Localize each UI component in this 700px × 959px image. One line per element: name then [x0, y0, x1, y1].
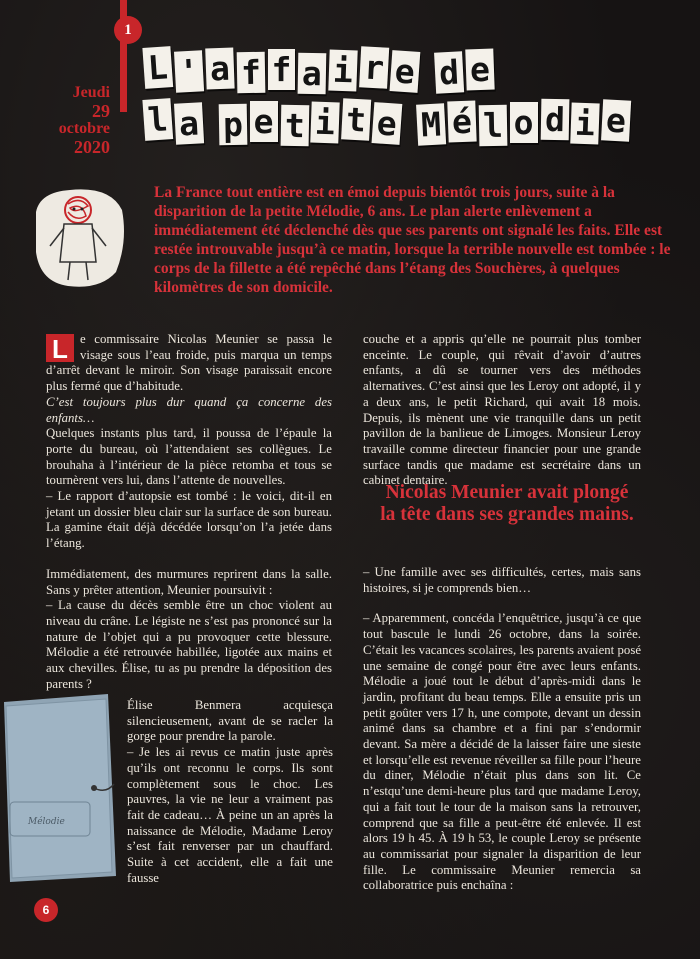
title-letter: l — [142, 98, 173, 141]
drop-cap: L — [46, 334, 74, 362]
title-letter: r — [359, 46, 389, 88]
title-letter: i — [311, 102, 340, 144]
column-right-top — [363, 332, 641, 489]
title-letter: i — [329, 50, 358, 92]
lead-paragraph: La France tout entière est en émoi depuis bientôt trois jours, suite à la disparition de la petite Mélodie, 6 ans. Le plan alerte enlèvement a immédiatement été déclenché dès que ses parents ont signalé les faits. Elle est restée introuvable jusqu’à ce matin, lorsque la terrible nouvelle est tombée : le corps de la fillette a été repêché dans l’étang des Souchères, à quelques kilomètres de son domicile. — [154, 184, 671, 296]
blue-folder-illustration — [0, 690, 120, 885]
title-line-2 — [144, 99, 630, 146]
title-letter: d — [434, 51, 464, 93]
title-letter — [422, 50, 432, 91]
title-letter: L — [142, 46, 173, 89]
date-weekday: Jeudi — [72, 84, 110, 101]
paragraph: – Une famille avec ses difficultés, certes, mais sans histoires, si je comprends bien… — [363, 565, 641, 595]
title-letter: e — [465, 49, 494, 91]
page-number: 6 — [34, 898, 58, 922]
paragraph: – Le rapport d’autopsie est tombé : le voici, dit-il en jetant un dossier bleu clair sur la surface de son bureau. La gamine était déjà décédée lorsqu’on l’a jetée dans l’étang. — [46, 489, 332, 551]
title-letter: i — [571, 103, 600, 145]
title-letter — [404, 102, 414, 143]
title-letter: t — [341, 98, 371, 140]
title-letter: o — [510, 102, 538, 143]
paragraph: Quelques instants plus tard, il poussa de l’épaule la porte du bureau, où l’attendaient ses collègues. Le brouhaha à l’intérieur de la pièce retomba et tous se tournèrent vers lui, dans l’attente de nouvelles. — [46, 426, 332, 488]
title-letter: d — [540, 99, 569, 140]
title-letter: f — [268, 49, 296, 90]
title-letter: p — [218, 104, 247, 145]
column-left-top — [46, 332, 332, 692]
title-letter: ' — [174, 50, 204, 92]
column-left-bottom — [127, 698, 333, 886]
column-right-bottom — [363, 565, 641, 894]
title-letter: a — [298, 53, 327, 94]
title-letter: M — [416, 103, 446, 145]
title-letter: e — [372, 102, 403, 145]
date-year: 2020 — [74, 137, 110, 157]
paragraph: – Je les ai revus ce matin juste après qu’ils ont reconnu le corps. Ils sont complètement sous le choc. Les pauvres, la vie ne leur a vraiment pas fait de cadeau… À peine un an après la naissance de Mélodie, Madame Leroy s’est fait renverser par un chauffard. Suite à cet accident, elle a fait une fausse — [127, 745, 333, 885]
date-day: 29 — [92, 101, 110, 121]
title-letter: t — [280, 105, 309, 146]
title-letter: e — [390, 50, 421, 93]
title-letter: f — [236, 52, 265, 93]
paragraph: Élise Benmera acquiesça silencieusement, avant de se racler la gorge pour prendre la parole. — [127, 698, 333, 744]
title-letter: a — [205, 48, 234, 90]
chapter-number-badge: 1 — [114, 16, 142, 44]
date-block — [48, 84, 110, 156]
title-letter: e — [601, 99, 631, 141]
date-month: octobre — [58, 120, 110, 137]
paragraph: – La cause du décès semble être un choc violent au niveau du crâne. Le légiste ne s’est pas prononcé sur la nature de l’objet qui a pu provoquer cette blessure. Mélodie a été retrouvée habillée, ligotée aux mains et aux chevilles. Élise, tu as pu prendre la déposition des parents ? — [46, 598, 332, 691]
title-letter: l — [478, 105, 507, 146]
title-letter: a — [174, 102, 204, 144]
paragraph: L e commissaire Nicolas Meunier se passa le visage sous l’eau froide, puis marqua un temps d’arrêt devant le miroir. Son visage paraissait encore plus fermé que d’habitude. — [46, 332, 332, 394]
child-drawing-illustration — [30, 182, 130, 294]
paragraph: – Apparemment, concéda l’enquêtrice, jusqu’à ce que tout bascule le lundi 26 octobre, dans la soirée. C’était les vacances scolaires, les parents avaient posé une semaine de congé pour être avec leurs enfants. Mélodie a joué tout le début d’après-midi dans le jardin, profitant du beau temps. Elle a ensuite pris un petit goûter vers 17 h, une compote, devant un dessin animé dans sa chambre et a fini par s’endormir devant. Sa mère a décidé de la laisser faire une sieste et lorsqu’elle est revenue réveiller sa fille pour l’heure du diner, Mélodie n’était plus dans son lit. Ce n’estqu’une demi-heure plus tard que madame Leroy, qui a fait tout le tour de la maison sans la retrouver, comprend que sa fille a peut-être été enlevée. Il est alors 19 h 45. À 19 h 53, le couple Leroy se présente au commissariat pour signaler la disparition de leur fille. Le commissaire Meunier remercia sa collaboratrice puis enchaîna : — [363, 611, 641, 893]
title-letter: é — [447, 101, 476, 143]
paragraph: Immédiatement, des murmures reprirent dans la salle. Sans y prêter attention, Meunier poursuivit : — [46, 566, 332, 597]
paragraph: couche et a appris qu’elle ne pourrait plus tomber enceinte. Le couple, qui rêvait d’avoir d’autres enfants, a dû se tourner vers des méthodes alternatives. C’est ainsi que les Leroy ont adopté, il y a deux ans, le petit Richard, qui avait 18 mois. Depuis, ils mènent une vie tranquille dans un petit pavillon de la banlieue de Limoges. Monsieur Leroy travaille comme directeur financier pour une grande surface tandis que madame est secrétaire dans un cabinet dentaire. — [363, 332, 641, 488]
title-line-1 — [144, 47, 494, 94]
title-letter: e — [250, 101, 278, 142]
title-letter — [206, 102, 216, 143]
paragraph-italic: C’est toujours plus dur quand ça concerne des enfants… — [46, 394, 332, 425]
folder-label: Mélodie — [28, 817, 65, 827]
pull-quote: Nicolas Meunier avait plongé la tête dans ses grandes mains. — [380, 482, 634, 525]
